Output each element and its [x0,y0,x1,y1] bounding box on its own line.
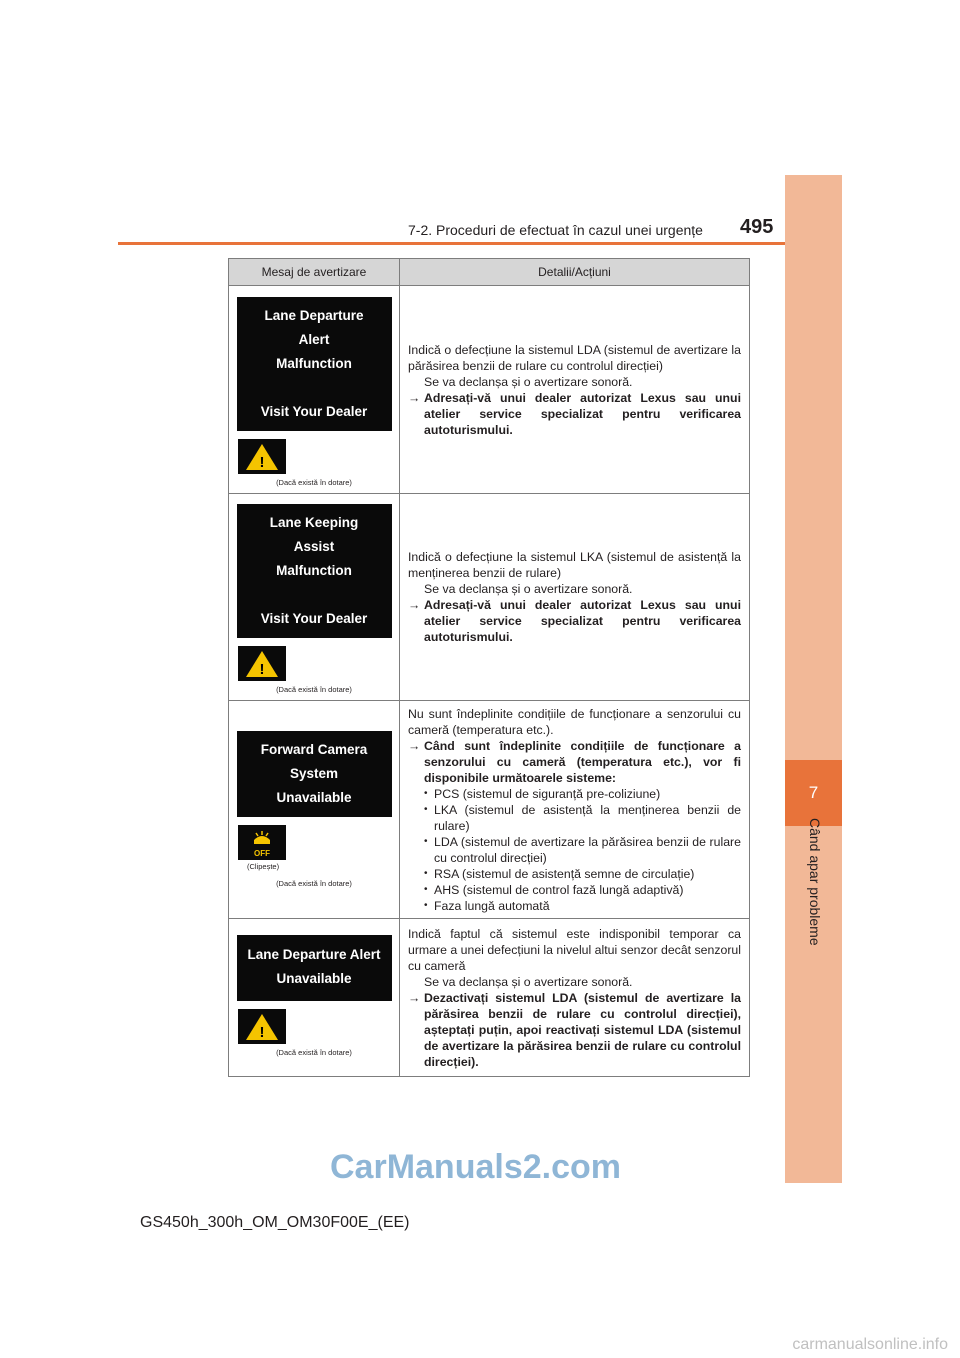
svg-text:OFF: OFF [254,849,270,858]
arrow-icon: → [408,598,421,612]
lda-unavailable-display [237,935,392,1001]
lda-malfunction-display [237,297,392,431]
available-systems-list [408,786,741,914]
table-row [229,919,750,1077]
display-line: Forward Camera [260,742,368,757]
audible-warning-note: Se va declanșa și o avertizare sonoră. [424,374,633,389]
action-instruction [408,990,741,1070]
chapter-label [805,818,825,958]
table-header-row [229,259,750,286]
display-spacer [237,376,392,400]
list-item: • LDA (sistemul de avertizare la părăsirea benzii de rulare cu controlul direcției) [424,834,741,866]
svg-text:!: ! [259,661,265,678]
fault-description: Indică faptul că sistemul este indisponibil temporar ca urmare a unei defecțiuni la nivelul altui senzor decât senzorul cu cameră [408,926,741,973]
chapter-label-text: Când apar probleme [807,818,823,946]
message-image-cell [229,494,400,701]
details-cell [400,286,750,494]
section-title: 7-2. Proceduri de efectuat în cazul unei urgențe [408,222,703,238]
action-text: Când sunt îndeplinite condițiile de funcționare a senzorului cu cameră (temperatura etc.), vor fi disponibile următoarele sisteme: [424,738,741,785]
display-line: Malfunction [276,355,352,371]
action-text: Adresați-vă unui dealer autorizat Lexus sau unui atelier service specializat pentru verificarea autoturismului. [424,390,741,437]
display-spacer [237,583,392,607]
warning-messages-table [228,258,750,1077]
arrow-icon: → [408,738,421,753]
table-row [229,494,750,701]
display-line: Malfunction [276,563,352,578]
fault-description: Indică o defecțiune la sistemul LDA (sistemul de avertizare la părăsirea benzii de rulare cu controlul direcției) [408,342,741,373]
arrow-icon: → [408,990,421,1005]
display-line: Alert [298,331,330,347]
column-header-details: Detalii/Acțiuni [400,259,750,286]
message-image-cell [229,919,400,1077]
table-row [229,701,750,919]
action-instruction [408,390,741,438]
header-rule [118,242,785,245]
warning-triangle-icon [238,646,286,681]
action-instruction [408,738,741,786]
list-item: • Faza lungă automată [424,898,741,914]
page-number: 495 [740,216,774,238]
table-row [229,286,750,494]
display-line: Unavailable [276,790,352,805]
message-image-cell [229,701,400,919]
details-cell [400,701,750,919]
optional-equipment-caption: (Dacă există în dotare) [276,685,352,694]
optional-equipment-caption: (Dacă există în dotare) [276,879,352,888]
list-item: • AHS (sistemul de control fază lungă adaptivă) [424,882,741,898]
watermark-text: CarManuals2.com [330,1148,621,1186]
bottom-watermark-bar [0,1332,960,1358]
display-line: Visit Your Dealer [260,611,368,626]
blinking-caption: (Clipește) [247,862,280,871]
list-item: • RSA (sistemul de asistență semne de circulație) [424,866,741,882]
fault-description: Nu sunt îndeplinite condițiile de funcționare a senzorului cu cameră (temperatura etc.). [408,706,741,737]
action-text: Adresați-vă unui dealer autorizat Lexus sau unui atelier service specializat pentru verificarea autoturismului. [424,598,741,644]
display-line: Unavailable [276,970,352,986]
optional-equipment-caption: (Dacă există în dotare) [276,477,352,487]
optional-equipment-caption: (Dacă există în dotare) [276,1047,352,1057]
audible-warning-note: Se va declanșa și o avertizare sonoră. [424,582,633,596]
warning-triangle-icon [238,439,286,474]
bottom-watermark-text: carmanualsonline.info [792,1336,948,1353]
forward-camera-unavailable-display [237,731,392,817]
warning-triangle-icon [238,1009,286,1044]
fault-description: Indică o defecțiune la sistemul LKA (sistemul de asistență la menținerea benzii de rulare) [408,550,741,580]
action-text: Dezactivați sistemul LDA (sistemul de avertizare la părăsirea benzii de rulare cu controlul direcției), așteptați puțin, apoi reactivați sistemul LDA (sistemul de avertizare la părăsirea benzii de rulare cu controlul direcției). [424,990,741,1069]
lka-malfunction-display [237,504,392,638]
chapter-side-strip [785,175,842,1183]
display-line: Visit Your Dealer [260,403,368,419]
svg-text:!: ! [259,453,265,471]
details-cell [400,919,750,1077]
display-line: Lane Keeping [269,515,359,530]
display-line: Lane Departure [264,307,364,323]
pcs-off-icon [238,825,286,860]
details-cell [400,494,750,701]
display-line: Lane Departure Alert [247,946,381,962]
chapter-number: 7 [785,760,842,826]
column-header-message: Mesaj de avertizare [229,259,400,286]
list-item: • LKA (sistemul de asistență la menținerea benzii de rulare) [424,802,741,834]
svg-text:!: ! [259,1023,265,1041]
audible-warning-note: Se va declanșa și o avertizare sonoră. [424,974,633,989]
display-line: System [289,766,339,781]
manual-model-code: GS450h_300h_OM_OM30F00E_(EE) [140,1214,410,1231]
list-item: • PCS (sistemul de siguranță pre-coliziune) [424,786,741,802]
message-image-cell [229,286,400,494]
arrow-icon: → [408,390,421,405]
action-instruction [408,597,741,645]
display-line: Assist [293,539,335,554]
